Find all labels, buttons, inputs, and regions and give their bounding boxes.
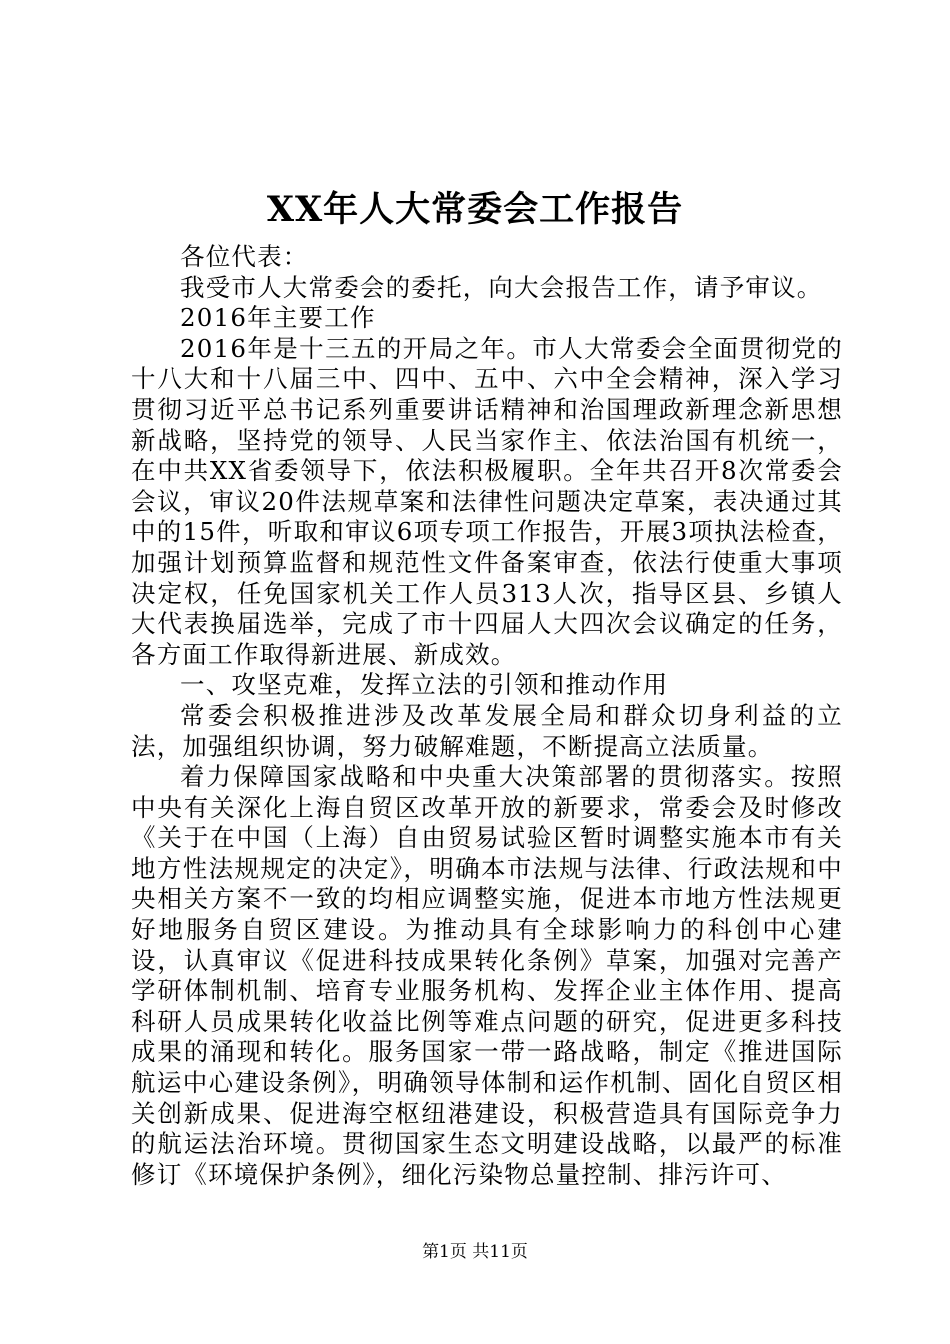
document-title: XX年人大常委会工作报告: [266, 189, 684, 230]
summary-paragraph: 2016年是十三五的开局之年。市人大常委会全面贯彻党的十八大和十八届三中、四中、五中、六中全会精神，深入学习贯彻习近平总书记系列重要讲话精神和治国理政新理念新思想新战略，坚持党的领导、人民当家作主、依法治国有机统一，在中共XX省委领导下，依法积极履职。全年共召开8次常委会会议，审议20件法规草案和法律性问题决定草案，表决通过其中的15件，听取和审议6项专项工作报告，开展3项执法检查，加强计划预算监督和规范性文件备案审查，依法行使重大事项决定权，任免国家机关工作人员313人次，指导区县、乡镇人大代表换届选举，完成了市十四届人大四次会议确定的任务，各方面工作取得新进展、新成效。: [131, 333, 843, 669]
section-heading: 一、攻坚克难，发挥立法的引领和推动作用: [180, 670, 669, 700]
document-body: [131, 242, 843, 1190]
salutation-paragraph: 各位代表：: [180, 242, 309, 271]
section-heading: 2016年主要工作: [180, 303, 376, 333]
page-number-footer: 第1页 共11页: [422, 1242, 528, 1262]
body-paragraph: 着力保障国家战略和中央重大决策部署的贯彻落实。按照中央有关深化上海自贸区改革开放的新要求，常委会及时修改《关于在中国（上海）自由贸易试验区暂时调整实施本市有关地方性法规规定的决定》，明确本市法规与法律、行政法规和中央相关方案不一致的均相应调整实施，促进本市地方性法规更好地服务自贸区建设。为推动具有全球影响力的科创中心建设，认真审议《促进科技成果转化条例》草案，加强对完善产学研体制机制、培育专业服务机构、发挥企业主体作用、提高科研人员成果转化收益比例等难点问题的研究，促进更多科技成果的涌现和转化。服务国家一带一路战略，制定《推进国际航运中心建设条例》，明确领导体制和运作机制、固化自贸区相关创新成果、促进海空枢纽港建设，积极营造具有国际竞争力的航运法治环境。贯彻国家生态文明建设战略，以最严的标准修订《环境保护条例》，细化污染物总量控制、排污许可、: [131, 762, 843, 1189]
body-paragraph: 常委会积极推进涉及改革发展全局和群众切身利益的立法，加强组织协调，努力破解难题，不断提高立法质量。: [131, 700, 843, 761]
intro-paragraph: 我受市人大常委会的委托，向大会报告工作，请予审议。: [180, 272, 823, 302]
